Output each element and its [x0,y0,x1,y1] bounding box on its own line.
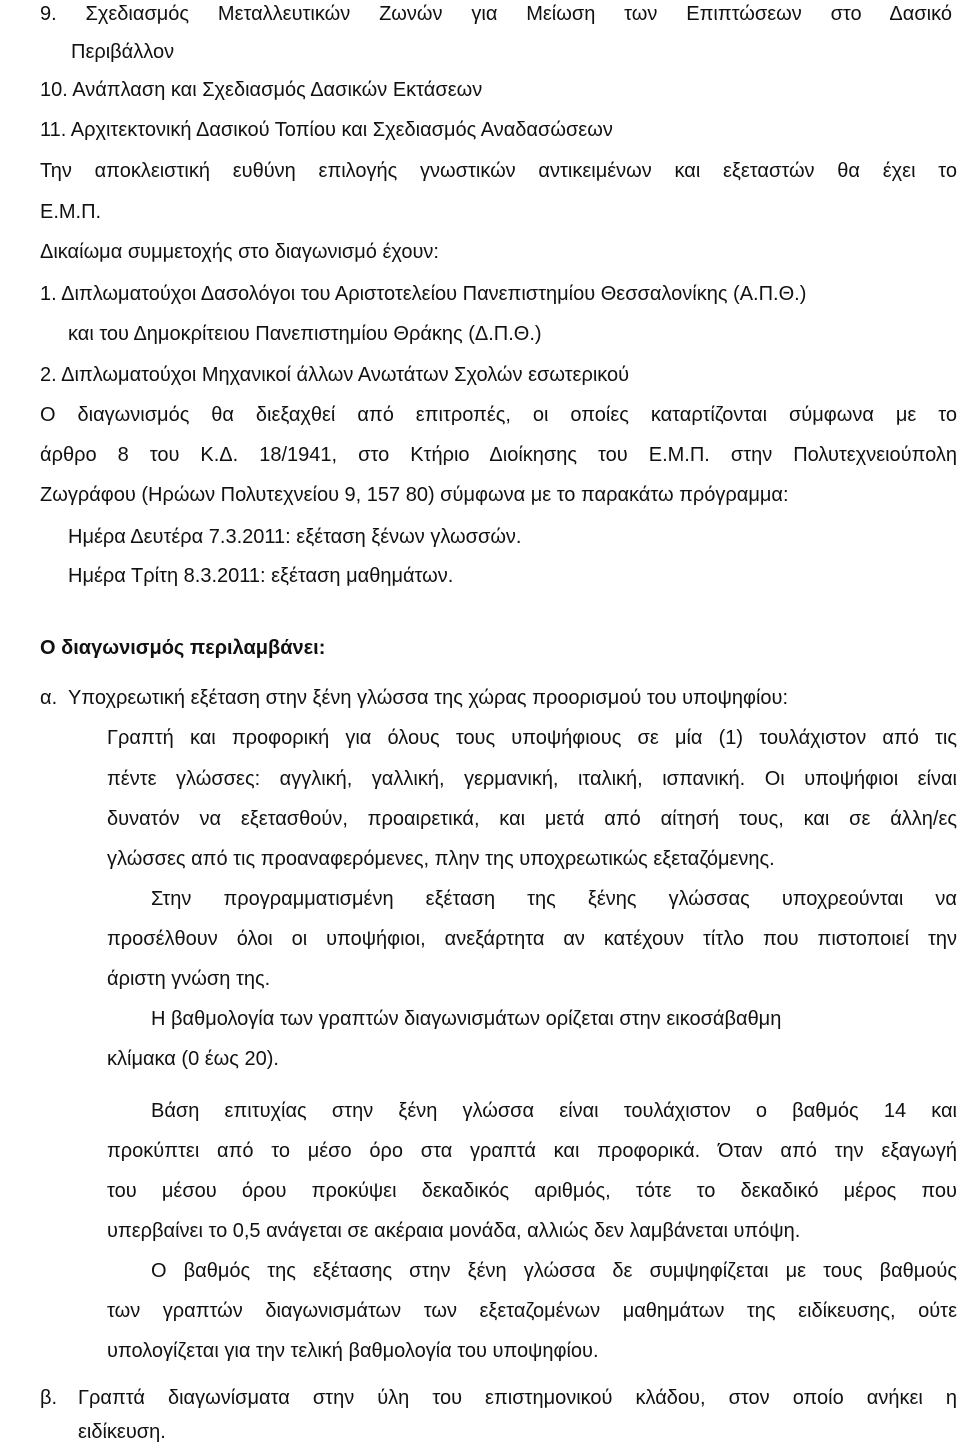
item-a-title: Υποχρεωτική εξέταση στην ξένη γλώσσα της χώρας προορισμού του υποψηφίου: [68,687,789,709]
eligibility-heading: Δικαίωμα συμμετοχής στο διαγωνισμό έχουν: [40,241,439,263]
paragraph-line: πέντε γλώσσες: αγγλική, γαλλική, γερμανική, ιταλική, ισπανική. Οι υποψήφιοι είναι [107,768,957,790]
paragraph-line: του μέσου όρου προκύψει δεκαδικός αριθμός, τότε το δεκαδικό μέρος που [107,1180,957,1202]
list-item-11: 11. Αρχιτεκτονική Δασικού Τοπίου και Σχεδιασμός Αναδασώσεων [40,119,613,141]
eligibility-item-1: 1. Διπλωματούχοι Δασολόγοι του Αριστοτελείου Πανεπιστημίου Θεσσαλονίκης (Α.Π.Θ.) [40,283,807,305]
paragraph-line: Στην προγραμματισμένη εξέταση της ξένης γλώσσας υποχρεούνται να [151,888,957,910]
exam-info-line: άρθρο 8 του Κ.Δ. 18/1941, στο Κτήριο Διοίκησης του Ε.Μ.Π. στην Πολυτεχνειούπολη [40,444,957,466]
paragraph-line: γλώσσες από τις προαναφερόμενες, πλην της υποχρεωτικώς εξεταζόμενης. [107,848,775,870]
paragraph-line: Βάση επιτυχίας στην ξένη γλώσσα είναι τουλάχιστον ο βαθμός 14 και [151,1100,957,1122]
list-item-9-continuation: Περιβάλλον [71,41,175,63]
exam-day-1: Ημέρα Δευτέρα 7.3.2011: εξέταση ξένων γλωσσών. [68,526,522,548]
list-item-9: 9. Σχεδιασμός Μεταλλευτικών Ζωνών για Μείωση των Επιπτώσεων στο Δασικό [40,3,952,25]
exam-info-line: Ζωγράφου (Ηρώων Πολυτεχνείου 9, 157 80) σύμφωνα με το παρακάτω πρόγραμμα: [40,484,789,506]
eligibility-item-1-continuation: και του Δημοκρίτειου Πανεπιστημίου Θράκης (Δ.Π.Θ.) [68,323,542,345]
list-item-10: 10. Ανάπλαση και Σχεδιασμός Δασικών Εκτάσεων [40,79,483,101]
responsibility-text-end: Ε.Μ.Π. [40,201,102,223]
paragraph-line: Ο βαθμός της εξέτασης στην ξένη γλώσσα δε συμψηφίζεται με τους βαθμούς [151,1260,957,1282]
item-a-label: α. [40,687,58,709]
paragraph-line: Γραπτή και προφορική για όλους τους υποψήφιους σε μία (1) τουλάχιστον από τις [107,727,957,749]
item-b-text: Γραπτά διαγωνίσματα στην ύλη του επιστημονικού κλάδου, στον οποίο ανήκει η [78,1387,957,1409]
paragraph-line: κλίμακα (0 έως 20). [107,1048,279,1070]
responsibility-text: Την αποκλειστική ευθύνη επιλογής γνωστικών αντικειμένων και εξεταστών θα έχει το [40,160,957,182]
paragraph-line: προσέλθουν όλοι οι υποψήφιοι, ανεξάρτητα αν κατέχουν τίτλο που πιστοποιεί την [107,928,957,950]
paragraph-line: Η βαθμολογία των γραπτών διαγωνισμάτων ορίζεται στην εικοσάβαθμη [151,1008,782,1030]
paragraph-line: των γραπτών διαγωνισμάτων των εξεταζομένων μαθημάτων της ειδίκευσης, ούτε [107,1300,957,1322]
paragraph-line: δυνατόν να εξετασθούν, προαιρετικά, και μετά από αίτησή τους, και σε άλλη/ες [107,808,957,830]
exam-info-line: Ο διαγωνισμός θα διεξαχθεί από επιτροπές, οι οποίες καταρτίζονται σύμφωνα με το [40,404,957,426]
item-b-text-end: ειδίκευση. [78,1421,166,1443]
item-b-label: β. [40,1387,58,1409]
contest-heading: Ο διαγωνισμός περιλαμβάνει: [40,637,326,659]
eligibility-item-2: 2. Διπλωματούχοι Μηχανικοί άλλων Ανωτάτων Σχολών εσωτερικού [40,364,630,386]
paragraph-line: άριστη γνώση της. [107,968,271,990]
paragraph-line: υπερβαίνει το 0,5 ανάγεται σε ακέραια μονάδα, αλλιώς δεν λαμβάνεται υπόψη. [107,1220,801,1242]
paragraph-line: προκύπτει από το μέσο όρο στα γραπτά και προφορικά. Όταν από την εξαγωγή [107,1140,957,1162]
paragraph-line: υπολογίζεται για την τελική βαθμολογία του υποψηφίου. [107,1340,599,1362]
exam-day-2: Ημέρα Τρίτη 8.3.2011: εξέταση μαθημάτων. [68,565,454,587]
